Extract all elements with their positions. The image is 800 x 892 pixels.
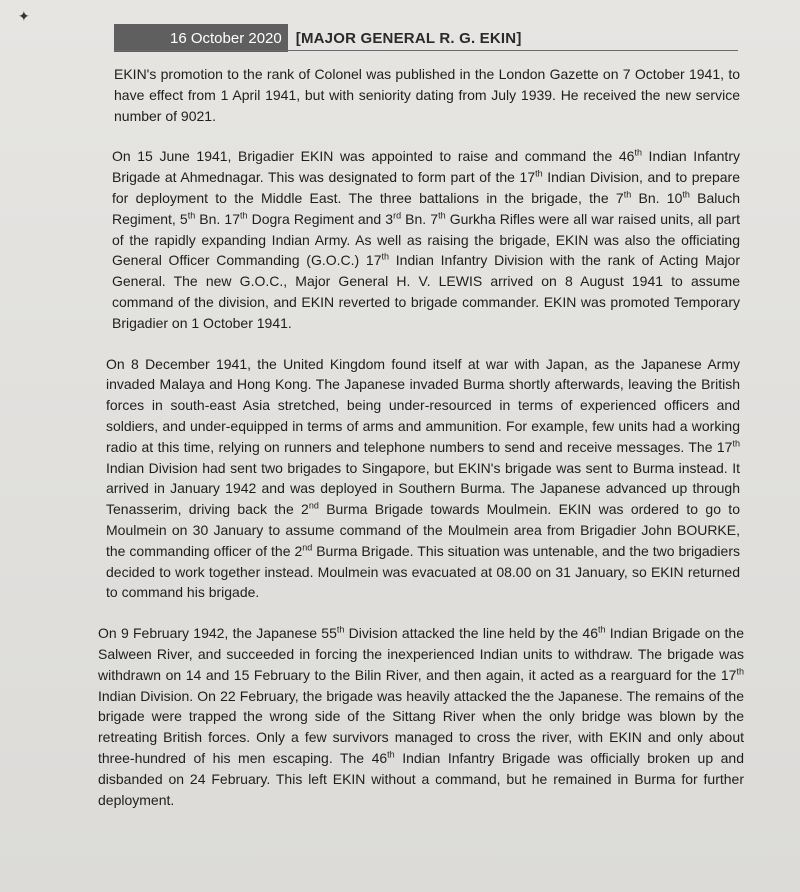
document-body [98,64,744,830]
paragraph-3: On 8 December 1941, the United Kingdom found itself at war with Japan, as the Japanese Army invaded Malaya and Hong Kong. The Japanese invaded Burma shortly afterwards, leaving the British forces in south-east Asia stretched, being under-resourced in terms of experienced officers and soldiers, and under-equipped in terms of arms and ammunition. For example, few units had a working radio at this time, relying on runners and telephone numbers to send and receive messages. The 17th Indian Division had sent two brigades to Singapore, but EKIN's brigade was sent to Burma instead. It arrived in January 1942 and was deployed in Southern Burma. The Japanese advanced up through Tenasserim, driving back the 2nd Burma Brigade towards Moulmein. EKIN was ordered to go to Moulmein on 30 January to assume command of the Moulmein area from Brigadier John BOURKE, the commanding officer of the 2nd Burma Brigade. This situation was untenable, and the two brigadiers decided to work together instead. Moulmein was evacuated at 08.00 on 31 January, so EKIN returned to command his brigade. [106,355,740,601]
pin-mark-icon: ✦ [18,8,30,24]
header-date: 16 October 2020 [114,24,288,52]
header-title: [MAJOR GENERAL R. G. EKIN] [295,29,522,47]
paragraph-4: On 9 February 1942, the Japanese 55th Division attacked the line held by the 46th Indian Brigade on the Salween River, and succeeded in forcing the inexperienced Indian units to withdraw. The brigade was withdrawn on 14 and 15 February to the Bilin River, and then again, it acted as a rearguard for the 17th Indian Division. On 22 February, the brigade was heavily attacked the the Japanese. The remains of the brigade were trapped the wrong side of the Sittang River when the only bridge was blown by the retreating British forces. Only a few survivors managed to cross the river, with EKIN and only about three-hundred of his men escaping. The 46th Indian Infantry Brigade was officially broken up and disbanded on 24 February. This left EKIN without a command, but he remained in Burma for further deployment. [98,624,744,808]
paragraph-1: EKIN's promotion to the rank of Colonel was published in the London Gazette on 7 October 1941, to have effect from 1 April 1941, but with seniority dating from July 1939. He received the new service number of 9021. [114,66,740,124]
paragraph-2: On 15 June 1941, Brigadier EKIN was appointed to raise and command the 46th Indian Infantry Brigade at Ahmednagar. This was designated to form part of the 17th Indian Division, and to prepare for deployment to the Middle East. The three battalions in the brigade, the 7th Bn. 10th Baluch Regiment, 5th Bn. 17th Dogra Regiment and 3rd Bn. 7th Gurkha Rifles were all war raised units, all part of the rapidly expanding Indian Army. As well as raising the brigade, EKIN was also the officiating General Officer Commanding (G.O.C.) 17th Indian Infantry Division with the rank of Acting Major General. The new G.O.C., Major General H. V. LEWIS arrived on 8 August 1941 to assume command of the division, and EKIN reverted to brigade commander. EKIN was promoted Temporary Brigadier on 1 October 1941. [112,147,740,331]
page-header [114,24,522,52]
header-divider [114,50,738,51]
